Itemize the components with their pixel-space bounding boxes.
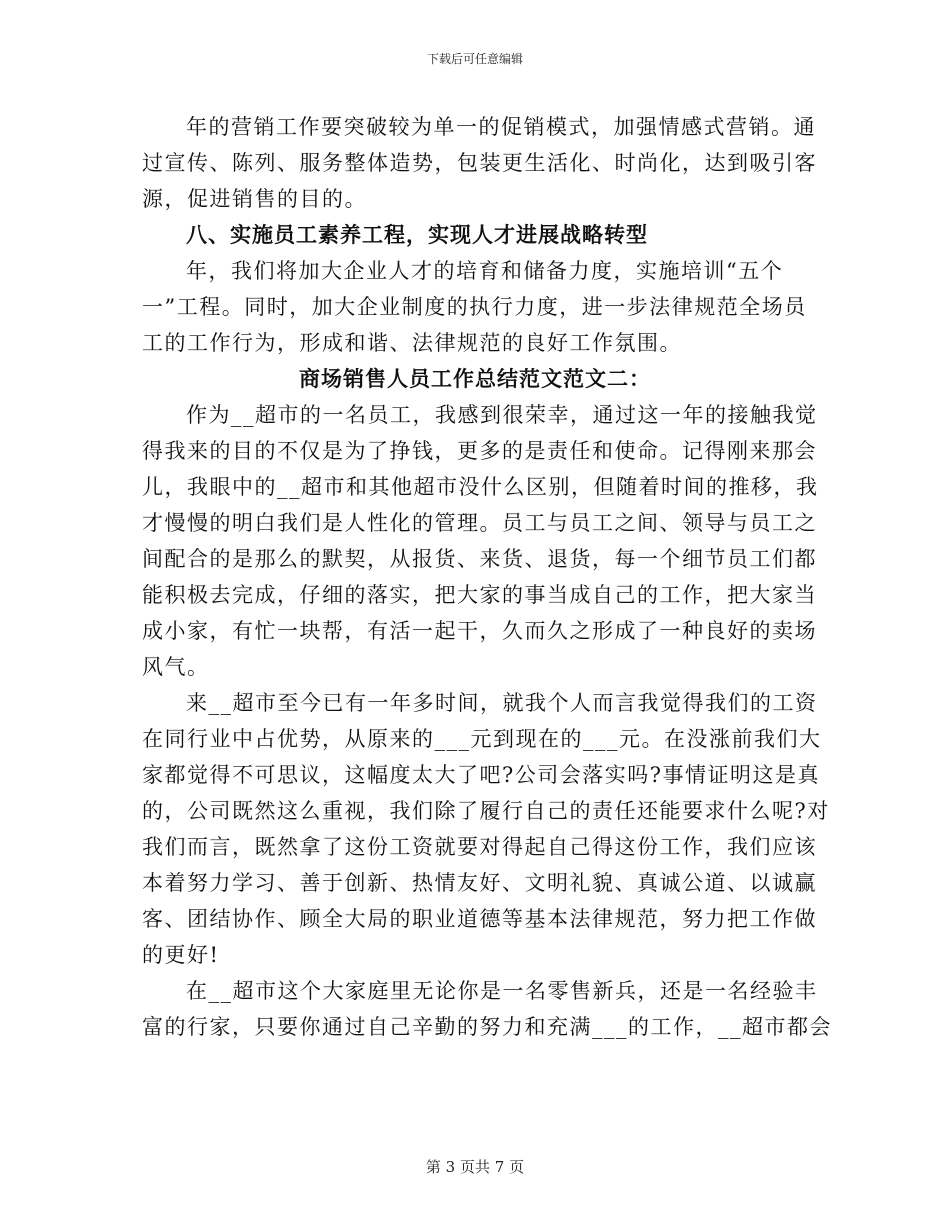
text-line: 儿，我眼中的__超市和其他超市没什么区别，但随着时间的推移，我 [142, 475, 819, 499]
text-line: 才慢慢的明白我们是人性化的管理。员工与员工之间、领导与员工之 [142, 511, 817, 535]
text-line: 来__超市至今已有一年多时间，就我个人而言我觉得我们的工资 [186, 691, 818, 715]
text-line: 我们而言，既然拿了这份工资就要对得起自己得这份工作，我们应该 [142, 835, 817, 859]
text-line: 富的行家，只要你通过自己辛勤的努力和充满___的工作，__超市都会 [142, 1015, 832, 1039]
page-header: 下载后可任意编辑 [426, 52, 523, 66]
text-line: 风气。 [142, 655, 210, 679]
text-line: 在__超市这个大家庭里无论你是一名零售新兵，还是一名经验丰 [186, 979, 818, 1003]
text-line: 得我来的目的不仅是为了挣钱，更多的是责任和使命。记得刚来那会 [142, 439, 817, 463]
text-line: 源，促进销售的目的。 [142, 187, 367, 211]
text-line: 的更好! [142, 943, 220, 967]
text-line: 家都觉得不可思议，这幅度太大了吧?公司会落实吗?事情证明这是真 [142, 763, 821, 787]
text-line: 成小家，有忙一块帮，有活一起干，久而久之形成了一种良好的卖场 [142, 619, 817, 643]
text-line: 本着努力学习、善于创新、热情友好、文明礼貌、真诚公道、以诚赢 [142, 871, 817, 895]
text-line: 间配合的是那么的默契，从报货、来货、退货，每一个细节员工们都 [142, 547, 817, 571]
text-line: 一”工程。同时，加大企业制度的执行力度，进一步法律规范全场员 [142, 295, 807, 319]
text-line: 年的营销工作要突破较为单一的促销模式，加强情感式营销。通 [186, 115, 816, 139]
page-number: 第 3 页共 7 页 [425, 1158, 525, 1176]
text-line: 的，公司既然这么重视，我们除了履行自己的责任还能要求什么呢?对 [142, 799, 830, 823]
section-heading: 八、实施员工素养工程，实现人才进展战略转型 [186, 222, 648, 247]
text-line: 年，我们将加大企业人才的培育和储备力度，实施培训“五个 [186, 259, 784, 283]
article-title: 商场销售人员工作总结范文范文二： [299, 366, 651, 391]
text-line: 过宣传、陈列、服务整体造势，包装更生活化、时尚化，达到吸引客 [142, 151, 817, 175]
text-line: 作为__超市的一名员工，我感到很荣幸，通过这一年的接触我觉 [186, 403, 818, 427]
document-body [142, 109, 832, 1045]
text-line: 能积极去完成，仔细的落实，把大家的事当成自己的工作，把大家当 [142, 583, 817, 607]
text-line: 工的工作行为，形成和谐、法律规范的良好工作氛围。 [142, 331, 682, 355]
text-line: 在同行业中占优势，从原来的___元到现在的___元。在没涨前我们大 [142, 727, 822, 751]
text-line: 客、团结协作、顾全大局的职业道德等基本法律规范，努力把工作做 [142, 907, 817, 931]
